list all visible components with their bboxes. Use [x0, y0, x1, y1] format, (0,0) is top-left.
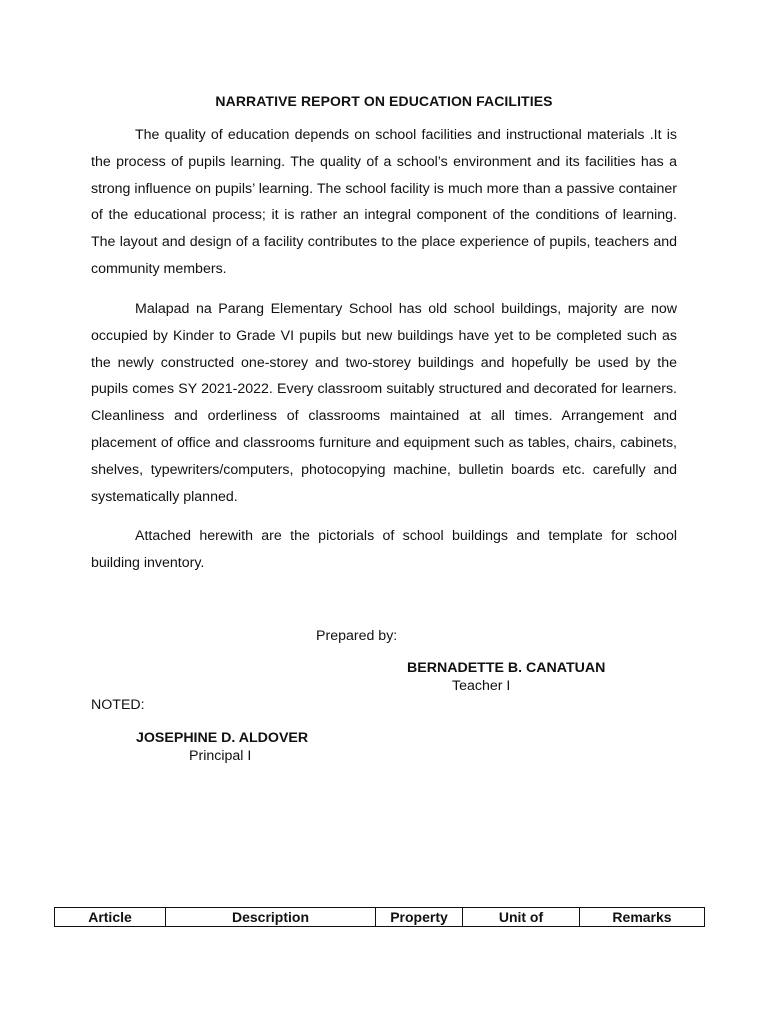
inventory-table-header-row: [55, 908, 705, 927]
paragraph-attachments: Attached herewith are the pictorials of school buildings and template for school building inventory.: [91, 528, 677, 571]
noter-name: JOSEPHINE D. ALDOVER: [136, 730, 309, 746]
paragraph-school-buildings: Malapad na Parang Elementary School has old school buildings, majority are now occupied by Kinder to Grade VI pupils but new buildings have yet to be completed such as the newly constructed one-storey and two-storey buildings and hopefully be used by the pupils comes SY 2021-2022. Every classroom suitably structured and decorated for learners. Cleanliness and orderliness of classrooms maintained at all times. Arrangement and placement of office and classrooms furniture and equipment such as tables, chairs, cabinets, shelves, typewriters/computers, photocopying machine, bulletin boards etc. carefully and systematically planned.: [91, 301, 677, 505]
noter-role: Principal I: [189, 748, 252, 764]
column-header-description: Description: [166, 908, 376, 927]
column-header-remarks: Remarks: [580, 908, 705, 927]
column-header-property: Property: [376, 908, 463, 927]
noted-label: NOTED:: [91, 697, 145, 713]
preparer-role: Teacher I: [452, 678, 511, 694]
document-title: NARRATIVE REPORT ON EDUCATION FACILITIES: [215, 93, 553, 109]
preparer-name: BERNADETTE B. CANATUAN: [407, 660, 606, 676]
prepared-by-label: Prepared by:: [316, 628, 398, 644]
inventory-table: [54, 907, 705, 927]
column-header-unit-of: Unit of: [463, 908, 580, 927]
paragraph-quality-of-education: The quality of education depends on school facilities and instructional materials .It is the process of pupils learning. The quality of a school’s environment and its facilities has a strong influence on pupils’ learning. The school facility is much more than a passive container of the educational process; it is rather an integral component of the conditions of learning. The layout and design of a facility contributes to the place experience of pupils, teachers and community members.: [91, 127, 677, 277]
column-header-article: Article: [55, 908, 166, 927]
